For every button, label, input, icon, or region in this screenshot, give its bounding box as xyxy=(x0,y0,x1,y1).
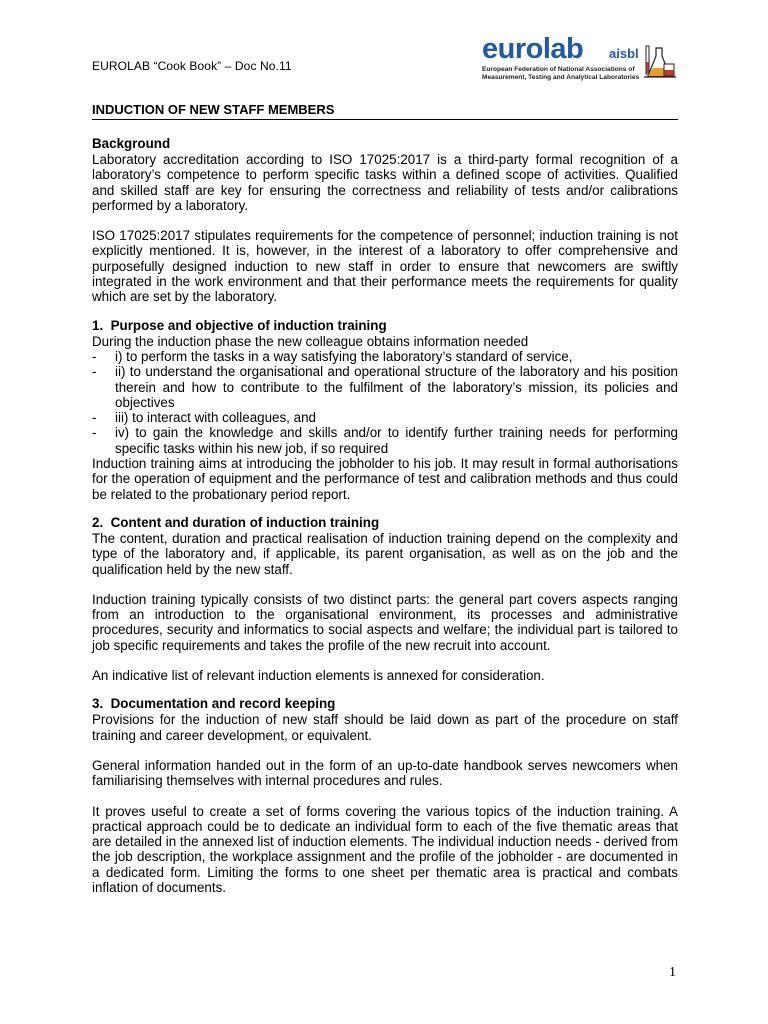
logo-suffix: aisbl xyxy=(609,46,639,61)
logo-subtitle-line-1: European Federation of National Associations of xyxy=(482,66,635,73)
content-paragraph-2: Induction training typically consists of two distinct parts: the general part covers aspects ranging from an introduction to the organisational environment, its processes and administrative procedures, security and informatics to social aspects and welfare; the individual part is tailored to job specific requirements and takes the profile of the new recruit into account. xyxy=(92,591,678,653)
heading-content: 2. Content and duration of induction training xyxy=(92,514,380,530)
documentation-paragraph-3: It proves useful to create a set of forms covering the various topics of the induction training. A practical approach could be to dedicate an individual form to each of the five thematic areas that are detailed in the annexed list of induction elements. The individual induction needs - derived from the job description, the workplace assignment and the profile of the jobholder - are documented in a dedicated form. Limiting the forms to one sheet per thematic area is practical and combats inflation of documents. xyxy=(92,803,678,895)
purpose-closing: Induction training aims at introducing the jobholder to his job. It may result in formal authorisations for the operation of equipment and the performance of test and calibration methods and thus could be related to the probationary period report. xyxy=(92,456,678,502)
list-item: - ii) to understand the organisational and operational structure of the laboratory and his position therein and how to contribute to the fulfilment of the laboratory’s mission, its policies and objectives xyxy=(92,364,678,410)
document-body xyxy=(92,102,678,895)
logo-subtitle-line-2: Measurement, Testing and Analytical Laboratories xyxy=(482,74,640,81)
page-title: INDUCTION OF NEW STAFF MEMBERS xyxy=(92,102,335,117)
list-item: - iv) to gain the knowledge and skills and/or to identify further training needs for performing specific tasks within his new job, if so required xyxy=(92,425,678,456)
documentation-paragraph-2: General information handed out in the form of an up-to-date handbook serves newcomers when familiarising themselves with internal procedures and rules. xyxy=(92,757,678,789)
list-item: - i) to perform the tasks in a way satisfying the laboratory’s standard of service, xyxy=(92,349,678,364)
background-paragraph-2: ISO 17025:2017 stipulates requirements for the competence of personnel; induction training is not explicitly mentioned. It is, however, in the interest of a laboratory to offer comprehensive and purposefully designed induction to new staff in order to ensure that newcomers are swiftly integrated in the work environment and that their performance meets the requirements for quality which are set by the laboratory. xyxy=(92,228,678,305)
logo-word-euro: euro xyxy=(482,33,543,65)
flask-icon xyxy=(642,44,678,82)
list-item: - iii) to interact with colleagues, and xyxy=(92,410,678,425)
background-paragraph-1: Laboratory accreditation according to ISO 17025:2017 is a third-party formal recognition of a laboratory’s competence to perform specific tasks within a defined scope of activities. Qualified and skilled staff are key for ensuring the correctness and reliability of tests and/or calibrations performed by a laboratory. xyxy=(92,152,678,213)
content-paragraph-3: An indicative list of relevant induction elements is annexed for consideration. xyxy=(92,668,545,684)
heading-documentation: 3. Documentation and record keeping xyxy=(92,696,336,712)
eurolab-logo xyxy=(482,34,682,88)
purpose-list xyxy=(92,349,678,456)
content-paragraph-1: The content, duration and practical realisation of induction training depend on the complexity and type of the laboratory and, if applicable, its parent organisation, as well as on the job and the qualification held by the new staff. xyxy=(92,530,678,577)
logo-subtitle xyxy=(482,66,639,82)
document-reference: EUROLAB “Cook Book” – Doc No.11 xyxy=(92,59,292,73)
purpose-intro: During the induction phase the new colleague obtains information needed xyxy=(92,333,529,349)
logo-word-lab: lab xyxy=(542,33,584,65)
documentation-paragraph-1: Provisions for the induction of new staff should be laid down as part of the procedure on staff training and career development, or equivalent. xyxy=(92,712,678,743)
heading-background: Background xyxy=(92,136,171,151)
page-number: 1 xyxy=(669,965,676,980)
logo-wordmark xyxy=(482,34,583,64)
heading-purpose: 1. Purpose and objective of induction training xyxy=(92,317,387,333)
